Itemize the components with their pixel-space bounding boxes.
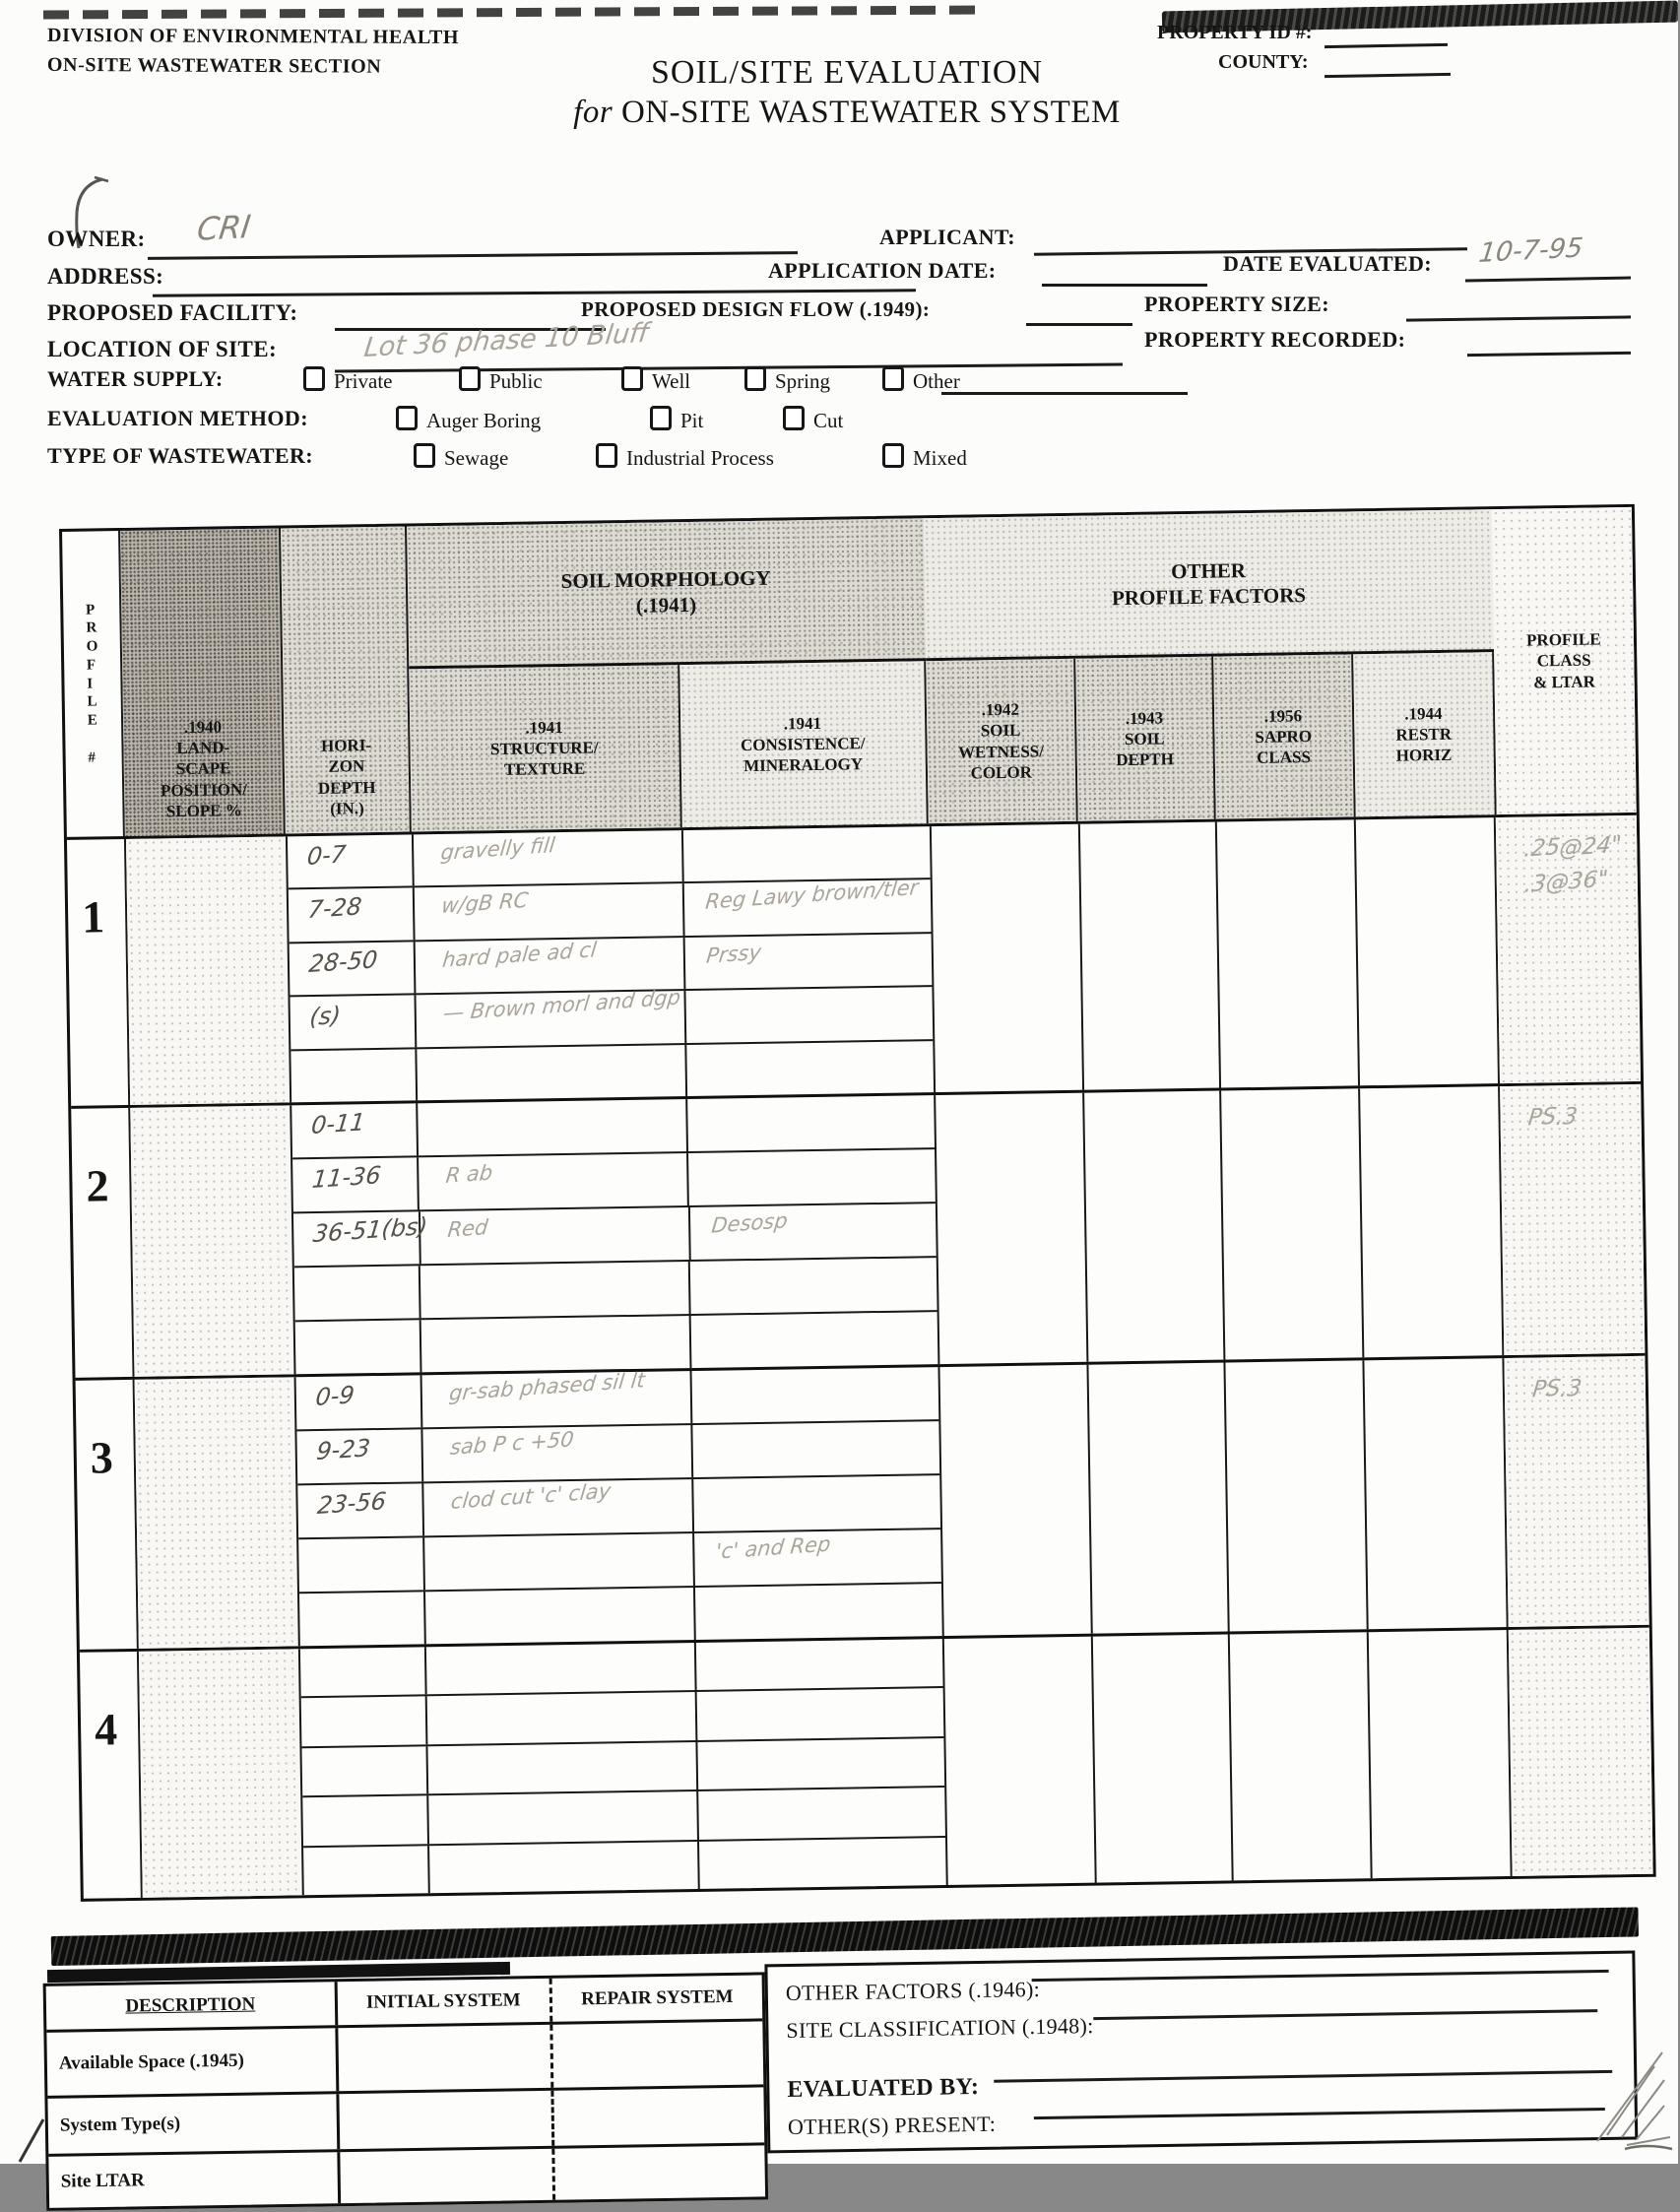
handwritten-structure: gr-sab phased sil lt (448, 1368, 647, 1405)
application-date-label: APPLICATION DATE: (768, 258, 997, 283)
handwritten-consistence: 'c' and Rep (714, 1531, 833, 1564)
handwritten-depth: 7-28 (305, 892, 363, 925)
site-ltar-initial-cell[interactable] (340, 2149, 555, 2203)
profile-number-value: 4 (94, 1704, 118, 1755)
soil-wetness-column-header: .1942 SOIL WETNESS/ COLOR (926, 659, 1078, 823)
handwritten-ltar: .3 (1554, 1103, 1580, 1132)
checkbox-option-label: Auger Boring (426, 409, 542, 432)
sapro-class-column-header: .1956 SAPRO CLASS (1213, 654, 1356, 818)
handwritten-ltar: .3 (1559, 1375, 1583, 1403)
date-evaluated-value[interactable]: 10-7-95 (1477, 232, 1585, 269)
others-present-label: OTHER(S) PRESENT: (787, 2111, 997, 2140)
address-label: ADDRESS: (47, 264, 164, 289)
available-space-label: Available Space (.1945) (46, 2028, 339, 2096)
profile-number-value: 1 (81, 891, 105, 943)
system-types-label: System Type(s) (47, 2094, 340, 2154)
consistence-column-header: .1941 CONSISTENCE/ MINERALOGY (679, 661, 929, 827)
site-classification-line[interactable] (1093, 2009, 1597, 2020)
initial-system-header: INITIAL SYSTEM (337, 1979, 552, 2025)
corner-mark (14, 2117, 53, 2164)
checkbox-option-label: Pit (680, 409, 704, 432)
applicant-label: APPLICANT: (879, 225, 1016, 249)
profile-number-header: P R O F I L E # (62, 531, 125, 837)
handwritten-ltar: PS (1526, 1103, 1558, 1132)
handwritten-depth: 0-11 (309, 1108, 366, 1140)
site-ltar-repair-cell[interactable] (554, 2145, 765, 2199)
handwritten-consistence: Desosp (709, 1208, 789, 1238)
site-ltar-label: Site LTAR (48, 2152, 341, 2208)
checkbox-option-label: Cut (813, 409, 844, 432)
handwritten-depth: 11-36 (310, 1161, 382, 1195)
landscape-column-header: .1940 LAND- SCAPE POSITION/ SLOPE % (120, 528, 286, 836)
checkbox-row-label: EVALUATION METHOD: (47, 406, 308, 430)
property-size-label: PROPERTY SIZE: (1144, 292, 1329, 316)
system-description-table (43, 1972, 769, 2210)
description-header: DESCRIPTION (46, 1982, 338, 2030)
site-classification-label: SITE CLASSIFICATION (.1948): (786, 2013, 1094, 2044)
proposed-facility-label: PROPOSED FACILITY: (47, 300, 298, 325)
property-id-label: PROPERTY ID #: (1157, 22, 1313, 43)
repair-system-header: REPAIR SYSTEM (581, 1985, 734, 2010)
soil-morphology-title: SOIL MORPHOLOGY (.1941) (407, 518, 926, 669)
handwritten-depth: 0-9 (313, 1381, 355, 1412)
checkbox-option-label: Well (652, 369, 691, 393)
other-factors-line[interactable] (1032, 1970, 1609, 1982)
owner-value[interactable]: CRI (195, 207, 253, 248)
horizon-depth-column-header: HORI- ZON DEPTH (IN.) (281, 526, 411, 833)
handwritten-structure: gravelly fill (439, 832, 557, 865)
county-label: COUNTY: (1218, 51, 1309, 73)
pencil-scribble (1568, 2047, 1676, 2163)
others-present-line[interactable] (1034, 2108, 1605, 2119)
evaluated-by-line[interactable] (994, 2070, 1612, 2083)
checkbox-option-label: Mixed (913, 446, 967, 470)
owner-label: OWNER: (47, 227, 146, 251)
evaluated-by-label: EVALUATED BY: (787, 2073, 980, 2104)
handwritten-depth: 36-51(bs) (311, 1211, 428, 1249)
design-flow-label: PROPOSED DESIGN FLOW (.1949): (581, 297, 931, 321)
handwritten-depth: 0-7 (305, 840, 348, 872)
profile-number-value: 2 (86, 1160, 109, 1211)
system-types-repair-cell[interactable] (553, 2087, 764, 2145)
handwritten-structure: — Brown morl and dgp (442, 985, 682, 1026)
other-factors-label: OTHER FACTORS (.1946): (785, 1977, 1041, 2006)
checkbox-row-label: TYPE OF WASTEWATER: (47, 443, 314, 468)
handwritten-ltar: PS (1530, 1375, 1562, 1403)
handwritten-depth: 28-50 (306, 944, 379, 978)
handwritten-structure: sab P c +50 (449, 1427, 576, 1460)
handwritten-depth: (s) (307, 1001, 342, 1032)
checkbox-option-label: Other (913, 369, 960, 393)
profile-class-column-header: PROFILE CLASS & LTAR (1492, 507, 1637, 814)
handwritten-ltar: .3@36" (1522, 866, 1609, 898)
handwritten-structure: hard pale ad cl (441, 937, 599, 972)
handwritten-structure: w/gB RC (440, 888, 530, 919)
title-rest: ON-SITE WASTEWATER SYSTEM (613, 95, 1121, 130)
date-evaluated-label: DATE EVALUATED: (1223, 251, 1432, 276)
checkbox-option-label: Sewage (444, 446, 509, 470)
location-label: LOCATION OF SITE: (47, 337, 278, 361)
handwritten-ltar: @24" (1558, 831, 1624, 863)
checkbox-row-label: WATER SUPPLY: (47, 366, 224, 391)
available-space-initial-cell[interactable] (338, 2025, 553, 2091)
form-title-line1: SOIL/SITE EVALUATION (650, 54, 1044, 91)
property-recorded-label: PROPERTY RECORDED: (1144, 327, 1406, 352)
system-types-initial-cell[interactable] (339, 2091, 554, 2149)
evaluation-summary-box (764, 1951, 1638, 2154)
location-value[interactable]: Lot 36 phase 10 Bluff (362, 317, 651, 363)
handwritten-ltar: .25 (1521, 833, 1562, 863)
division-line2: ON-SITE WASTEWATER SECTION (46, 53, 382, 78)
other-factors-title: OTHER PROFILE FACTORS (924, 509, 1494, 661)
division-line1: DIVISION OF ENVIRONMENTAL HEALTH (47, 24, 460, 49)
checkbox-option-label: Private (334, 369, 393, 393)
handwritten-consistence: Prssy (705, 940, 763, 968)
profile-number-value: 3 (90, 1432, 114, 1483)
checkbox-option-label: Spring (775, 369, 831, 393)
structure-column-header: .1941 STRUCTURE/ TEXTURE (409, 665, 682, 831)
handwritten-structure: clod cut 'c' clay (449, 1478, 613, 1514)
handwritten-consistence: Reg Lawy brown/tler (704, 876, 920, 915)
handwritten-depth: 9-23 (314, 1434, 371, 1466)
handwritten-structure: R ab (444, 1160, 494, 1188)
checkbox-option-label: Public (489, 369, 543, 393)
title-for: for (573, 95, 614, 130)
checkbox-option-label: Industrial Process (626, 446, 774, 470)
restr-horiz-column-header: .1944 RESTR HORIZ (1353, 652, 1497, 816)
soil-depth-column-header: .1943 SOIL DEPTH (1075, 657, 1216, 821)
handwritten-structure: Red (445, 1214, 489, 1242)
handwritten-depth: 23-56 (315, 1487, 387, 1521)
available-space-repair-cell[interactable] (552, 2021, 763, 2087)
